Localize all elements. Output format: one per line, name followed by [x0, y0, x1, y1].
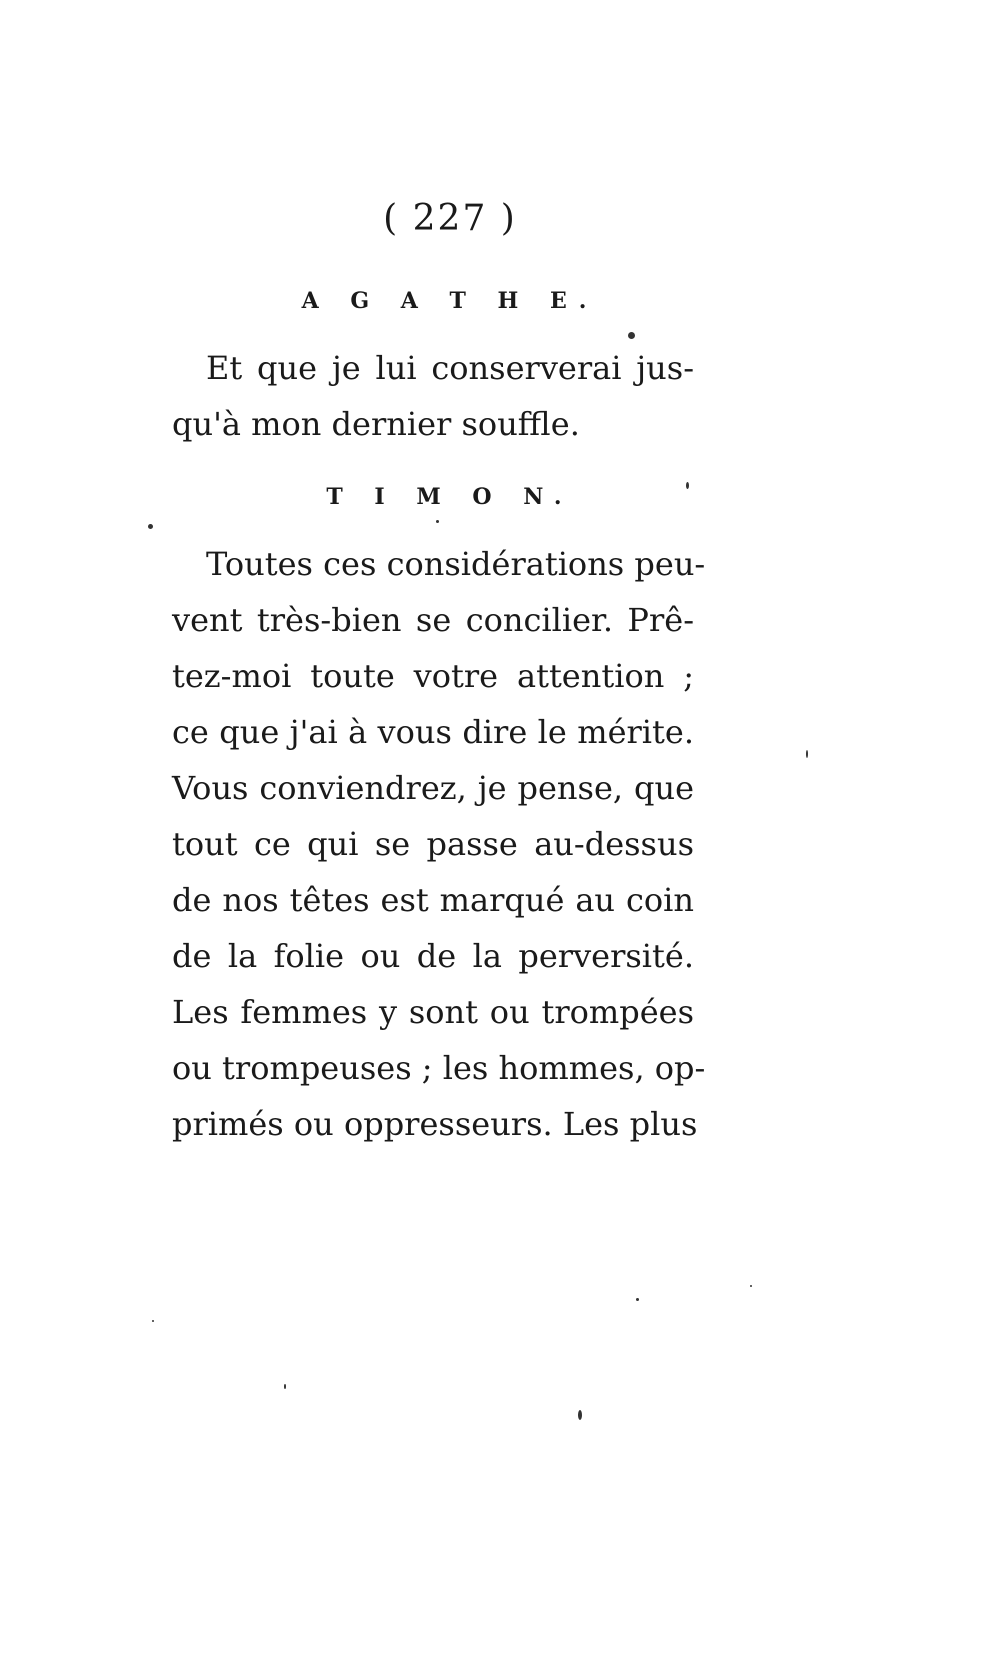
speaker-name-timon: T I M O N. [326, 484, 574, 510]
dialogue-text-agathe [172, 340, 694, 452]
scan-speck [436, 520, 439, 523]
text-line: tez-moi toute votre attention ; [172, 657, 694, 695]
text-line: qu'à mon dernier souffle. [172, 405, 580, 443]
scan-speck [636, 1298, 639, 1301]
text-line: vent très-bien se concilier. Prê- [172, 601, 694, 639]
speaker-name-agathe: A G A T H E. [301, 288, 599, 314]
text-line: Et que je lui conserverai jus- [206, 349, 694, 387]
text-line: Les femmes y sont ou trompées [172, 993, 694, 1031]
scan-speck [152, 1320, 154, 1322]
scan-speck [578, 1410, 582, 1420]
scan-speck [628, 332, 635, 339]
dialogue-text-timon [172, 536, 706, 1152]
text-line: Toutes ces considérations peu- [206, 545, 706, 583]
text-line: de nos têtes est marqué au coin [172, 881, 694, 919]
text-line: ou trompeuses ; les hommes, op- [172, 1049, 706, 1087]
text-line: Vous conviendrez, je pense, que [172, 769, 694, 807]
text-line: de la folie ou de la perversité. [172, 937, 694, 975]
page-number: ( 227 ) [383, 198, 517, 239]
scan-speck [806, 750, 808, 758]
text-line: ce que j'ai à vous dire le mérite. [172, 713, 694, 751]
text-line: primés ou oppresseurs. Les plus [172, 1105, 698, 1143]
scan-speck [750, 1285, 752, 1287]
text-line: tout ce qui se passe au-dessus [172, 825, 694, 863]
scan-speck [284, 1384, 286, 1389]
scan-speck [148, 524, 153, 529]
scan-speck [686, 482, 689, 489]
